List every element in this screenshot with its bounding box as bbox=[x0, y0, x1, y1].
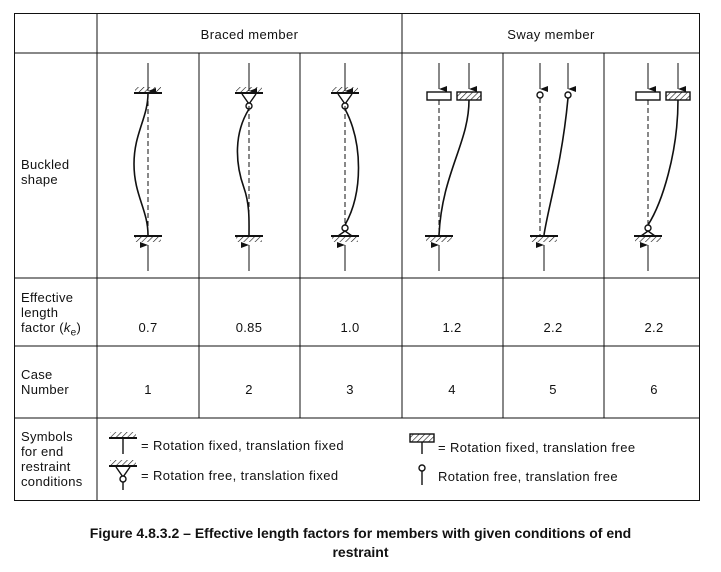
buckled-shape-case-2 bbox=[235, 63, 263, 271]
buckled-shape-case-1 bbox=[134, 63, 162, 271]
row-label-case-number: Case Number bbox=[21, 367, 70, 397]
row-label-effective-length-factor: Effective length factor $(k_e)$ bbox=[21, 290, 82, 339]
case-number-4: 4 bbox=[448, 382, 456, 397]
case-number-3: 3 bbox=[346, 382, 354, 397]
ke-value-case-2: 0.85 bbox=[235, 320, 263, 335]
buckled-shape-case-6 bbox=[634, 63, 690, 271]
symbol-rotation-free-translation-free-icon bbox=[419, 465, 425, 485]
ke-value-case-4: 1.2 bbox=[442, 320, 462, 335]
symbol-rotation-free-translation-fixed-icon bbox=[109, 460, 137, 490]
case-number-2: 2 bbox=[245, 382, 253, 397]
table-border bbox=[15, 14, 700, 501]
header-braced-member: Braced member bbox=[200, 27, 299, 42]
figure-caption-line-2: restraint bbox=[332, 544, 389, 560]
figure-caption bbox=[0, 524, 721, 562]
ke-value-case-3: 1.0 bbox=[340, 320, 360, 335]
table-grid bbox=[14, 13, 700, 501]
legend-fixed-fixed-text: = Rotation fixed, translation fixed bbox=[141, 438, 344, 453]
case-number-6: 6 bbox=[650, 382, 658, 397]
buckled-shape-case-3 bbox=[331, 63, 359, 271]
legend-fixed-free-text: = Rotation fixed, translation free bbox=[438, 440, 636, 455]
buckled-shape-case-5 bbox=[530, 63, 571, 271]
ke-value-case-6: 2.2 bbox=[644, 320, 664, 335]
legend-free-fixed-text: = Rotation free, translation fixed bbox=[141, 468, 339, 483]
symbol-rotation-fixed-translation-fixed-icon bbox=[109, 432, 137, 454]
symbol-rotation-fixed-translation-free-icon bbox=[410, 434, 434, 454]
buckled-shape-case-4 bbox=[425, 63, 481, 271]
effective-length-table bbox=[14, 13, 700, 501]
figure-caption-line-1: Figure 4.8.3.2 – Effective length factors for members with given conditions of end bbox=[89, 525, 632, 541]
header-sway-member: Sway member bbox=[507, 27, 595, 42]
legend-free-free-text: Rotation free, translation free bbox=[438, 469, 619, 484]
ke-value-case-1: 0.7 bbox=[138, 320, 158, 335]
row-label-symbols: Symbols for end restraint conditions bbox=[21, 429, 83, 489]
ke-value-case-5: 2.2 bbox=[543, 320, 563, 335]
case-number-5: 5 bbox=[549, 382, 557, 397]
case-number-1: 1 bbox=[144, 382, 152, 397]
row-label-buckled-shape: Buckled shape bbox=[21, 157, 70, 187]
